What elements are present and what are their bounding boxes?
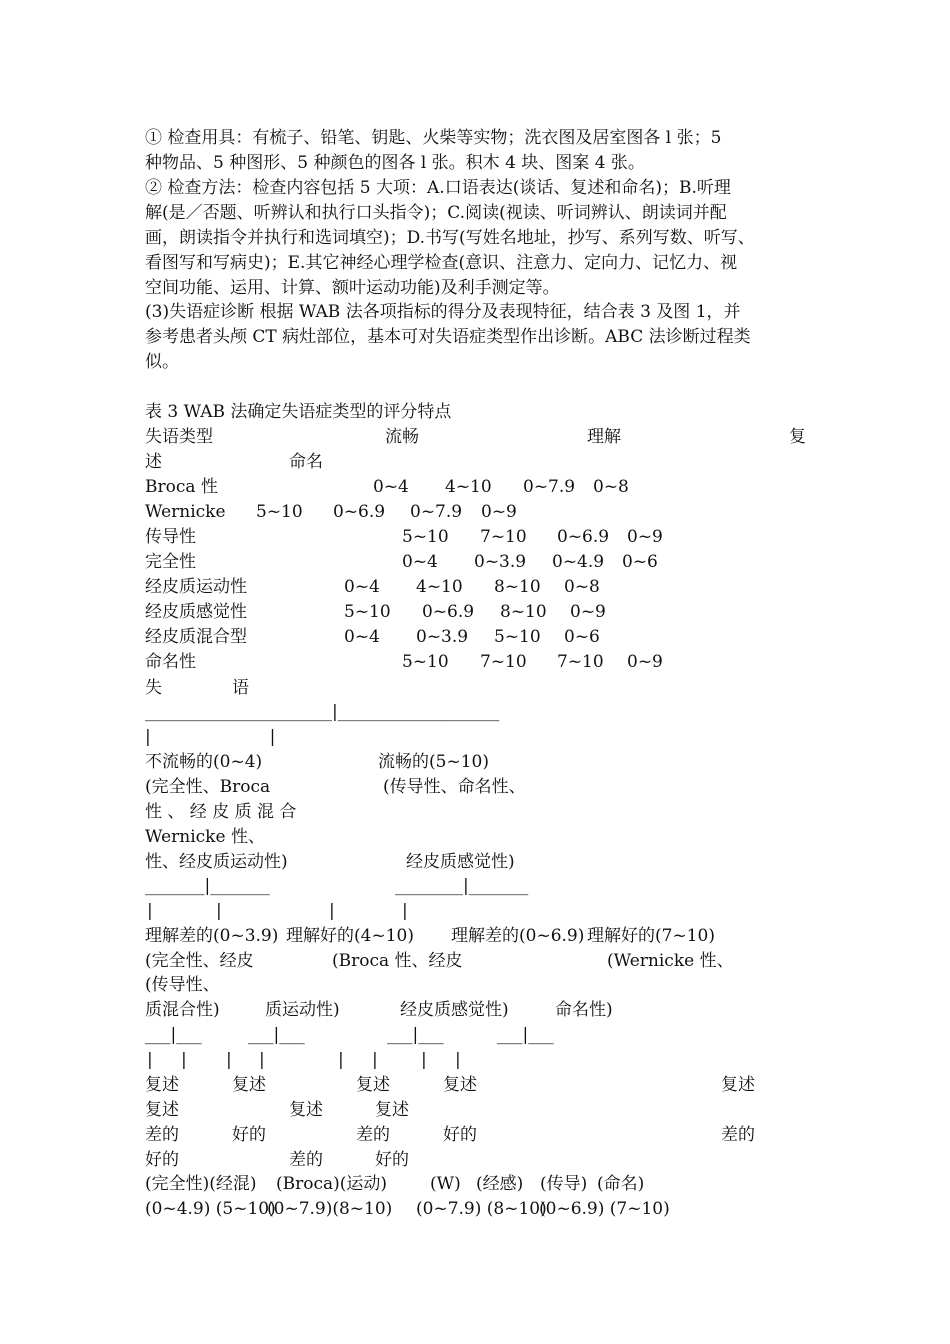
- tree-connector: |: [181, 1050, 187, 1070]
- text-line: (3)失语症诊断 根据 WAB 法各项指标的得分及表现特征，结合表 3 及图 1，并: [145, 302, 741, 322]
- tree-connector: ___|___: [387, 1025, 444, 1045]
- comprehension-node: 理解好的(4~10): [286, 926, 414, 946]
- inspection-tools-paragraph: [145, 126, 825, 176]
- table-caption: 表 3 WAB 法确定失语症类型的评分特点: [145, 402, 452, 422]
- tree-connector: |: [147, 1050, 153, 1070]
- aphasia-type-label: (经感): [476, 1174, 524, 1194]
- row-value: 0~7.9: [410, 502, 463, 522]
- aphasia-type-label: (完全性)(经混): [145, 1174, 257, 1194]
- node-description: (Wernicke 性、: [607, 951, 734, 971]
- row-value: 4~10: [445, 477, 492, 497]
- header-type: 失语类型: [145, 427, 213, 447]
- text-line: 看图写和写病史)；E.其它神经心理学检查(意识、注意力、定向力、记忆力、视: [145, 253, 738, 273]
- branch-description: Wernicke 性、: [145, 827, 265, 847]
- repetition-node: 复述: [145, 1100, 179, 1120]
- repetition-node: 复述: [375, 1100, 409, 1120]
- branch-description: (传导性、命名性、: [383, 777, 526, 797]
- row-value: 0~6.9: [557, 527, 610, 547]
- row-value: 8~10: [494, 577, 541, 597]
- row-value: 0~3.9: [416, 627, 469, 647]
- tree-connector: |: [216, 901, 222, 921]
- row-value: 0~9: [627, 527, 663, 547]
- row-value: 0~8: [564, 577, 600, 597]
- row-type: 完全性: [145, 552, 196, 572]
- text-line: 空间功能、运用、计算、额叶运动功能)及利手测定等。: [145, 278, 560, 298]
- row-value: 5~10: [344, 602, 391, 622]
- row-type: 经皮质感觉性: [145, 602, 247, 622]
- row-type: Wernicke: [145, 502, 226, 522]
- tree-connector: ______________________|___________________: [145, 702, 500, 722]
- text-line: 似。: [145, 352, 179, 372]
- diagnosis-paragraph: [145, 300, 825, 375]
- tree-connector: |: [455, 1050, 461, 1070]
- branch-fluent: 流畅的(5~10): [378, 752, 489, 772]
- text-line: ② 检查方法：检查内容包括 5 大项：A.口语表达(谈话、复述和命名)；B.听理: [145, 178, 731, 198]
- header-fluency: 流畅: [385, 427, 419, 447]
- header-repetition-part1: 复: [789, 427, 806, 447]
- row-value: 0~4: [344, 627, 380, 647]
- row-type: 命名性: [145, 652, 196, 672]
- row-value: 0~6: [564, 627, 600, 647]
- aphasia-type-label: (传导): [540, 1174, 588, 1194]
- text-line: 参考患者头颅 CT 病灶部位，基本可对失语症类型作出诊断。ABC 法诊断过程类: [145, 327, 751, 347]
- row-value: 8~10: [500, 602, 547, 622]
- row-value: 0~4.9: [552, 552, 605, 572]
- node-description: (传导性、: [145, 975, 220, 995]
- score-range: (0~6.9) (7~10): [539, 1199, 670, 1219]
- row-value: 0~4: [402, 552, 438, 572]
- row-value: 0~4: [373, 477, 409, 497]
- tree-connector: ___|___: [145, 1025, 202, 1045]
- repetition-quality: 好的: [232, 1125, 266, 1145]
- header-comprehension: 理解: [587, 427, 621, 447]
- row-type: 经皮质混合型: [145, 627, 247, 647]
- score-range: (0~4.9) (5~10): [145, 1199, 276, 1219]
- row-type: 经皮质运动性: [145, 577, 247, 597]
- aphasia-type-label: (W): [430, 1174, 461, 1194]
- tree-connector: ___|___: [248, 1025, 305, 1045]
- row-value: 0~6.9: [333, 502, 386, 522]
- row-value: 5~10: [494, 627, 541, 647]
- header-repetition-part2: 述: [145, 452, 162, 472]
- row-value: 7~10: [557, 652, 604, 672]
- node-description: 质运动性): [265, 1000, 340, 1020]
- tree-connector: |: [147, 901, 153, 921]
- row-value: 7~10: [480, 527, 527, 547]
- repetition-node: 复述: [289, 1100, 323, 1120]
- tree-root-char: 语: [232, 678, 249, 698]
- repetition-node: 复述: [145, 1075, 179, 1095]
- tree-connector: |: [226, 1050, 232, 1070]
- node-description: (完全性、经皮: [145, 951, 254, 971]
- text-line: 解(是／否题、听辨认和执行口头指令)；C.阅读(视读、听词辨认、朗读词并配: [145, 203, 727, 223]
- row-type: 传导性: [145, 527, 196, 547]
- row-value: 0~6.9: [422, 602, 475, 622]
- branch-description: 性、经皮质运动性): [145, 852, 288, 872]
- tree-connector: _______|_______: [145, 876, 270, 896]
- row-type: Broca 性: [145, 477, 218, 497]
- row-value: 5~10: [402, 527, 449, 547]
- row-value: 0~8: [593, 477, 629, 497]
- aphasia-type-label: (Broca)(运动): [276, 1174, 388, 1194]
- row-value: 0~9: [481, 502, 517, 522]
- repetition-node: 复述: [721, 1075, 755, 1095]
- branch-nonfluent: 不流畅的(0~4): [145, 752, 263, 772]
- row-value: 0~6: [622, 552, 658, 572]
- row-value: 0~9: [627, 652, 663, 672]
- row-value: 0~7.9: [523, 477, 576, 497]
- repetition-quality: 差的: [145, 1125, 179, 1145]
- tree-connector: |: [421, 1050, 427, 1070]
- tree-connector: |: [329, 901, 335, 921]
- tree-connector: ________|_______: [395, 876, 529, 896]
- tree-connector: | |: [145, 727, 276, 747]
- score-range: (0~7.9) (8~10): [416, 1199, 547, 1219]
- repetition-node: 复述: [356, 1075, 390, 1095]
- comprehension-node: 理解好的(7~10): [587, 926, 715, 946]
- tree-connector: |: [338, 1050, 344, 1070]
- inspection-method-paragraph: [145, 176, 825, 301]
- comprehension-node: 理解差的(0~3.9): [145, 926, 279, 946]
- node-description: 命名性): [555, 1000, 613, 1020]
- row-value: 7~10: [480, 652, 527, 672]
- repetition-quality: 差的: [356, 1125, 390, 1145]
- text-line: ① 检查用具：有梳子、铅笔、钥匙、火柴等实物；洗衣图及居室图各 l 张；5: [145, 128, 722, 148]
- tree-connector: ___|___: [497, 1025, 554, 1045]
- branch-description: 经皮质感觉性): [406, 852, 515, 872]
- repetition-node: 复述: [443, 1075, 477, 1095]
- aphasia-type-label: (命名): [597, 1174, 645, 1194]
- node-description: 经皮质感觉性): [400, 1000, 509, 1020]
- node-description: (Broca 性、经皮: [332, 951, 463, 971]
- repetition-quality: 好的: [375, 1150, 409, 1170]
- repetition-quality: 好的: [145, 1150, 179, 1170]
- repetition-quality: 差的: [721, 1125, 755, 1145]
- comprehension-node: 理解差的(0~6.9): [451, 926, 585, 946]
- text-line: 画，朗读指令并执行和选词填空)；D.书写(写姓名地址，抄写、系列写数、听写、: [145, 228, 755, 248]
- row-value: 4~10: [416, 577, 463, 597]
- row-value: 5~10: [402, 652, 449, 672]
- text-line: 种物品、5 种图形、5 种颜色的图各 l 张。积木 4 块、图案 4 张。: [145, 153, 645, 173]
- tree-connector: |: [259, 1050, 265, 1070]
- node-description: 质混合性): [145, 1000, 220, 1020]
- branch-description: 性 、 经 皮 质 混 合: [145, 802, 297, 822]
- score-range: (0~7.9)(8~10): [267, 1199, 393, 1219]
- header-naming: 命名: [289, 452, 323, 472]
- tree-connector: |: [402, 901, 408, 921]
- tree-connector: |: [372, 1050, 378, 1070]
- repetition-node: 复述: [232, 1075, 266, 1095]
- branch-description: (完全性、Broca: [145, 777, 271, 797]
- row-value: 5~10: [256, 502, 303, 522]
- repetition-quality: 差的: [289, 1150, 323, 1170]
- repetition-quality: 好的: [443, 1125, 477, 1145]
- row-value: 0~3.9: [474, 552, 527, 572]
- row-value: 0~9: [570, 602, 606, 622]
- tree-root-char: 失: [145, 678, 162, 698]
- row-value: 0~4: [344, 577, 380, 597]
